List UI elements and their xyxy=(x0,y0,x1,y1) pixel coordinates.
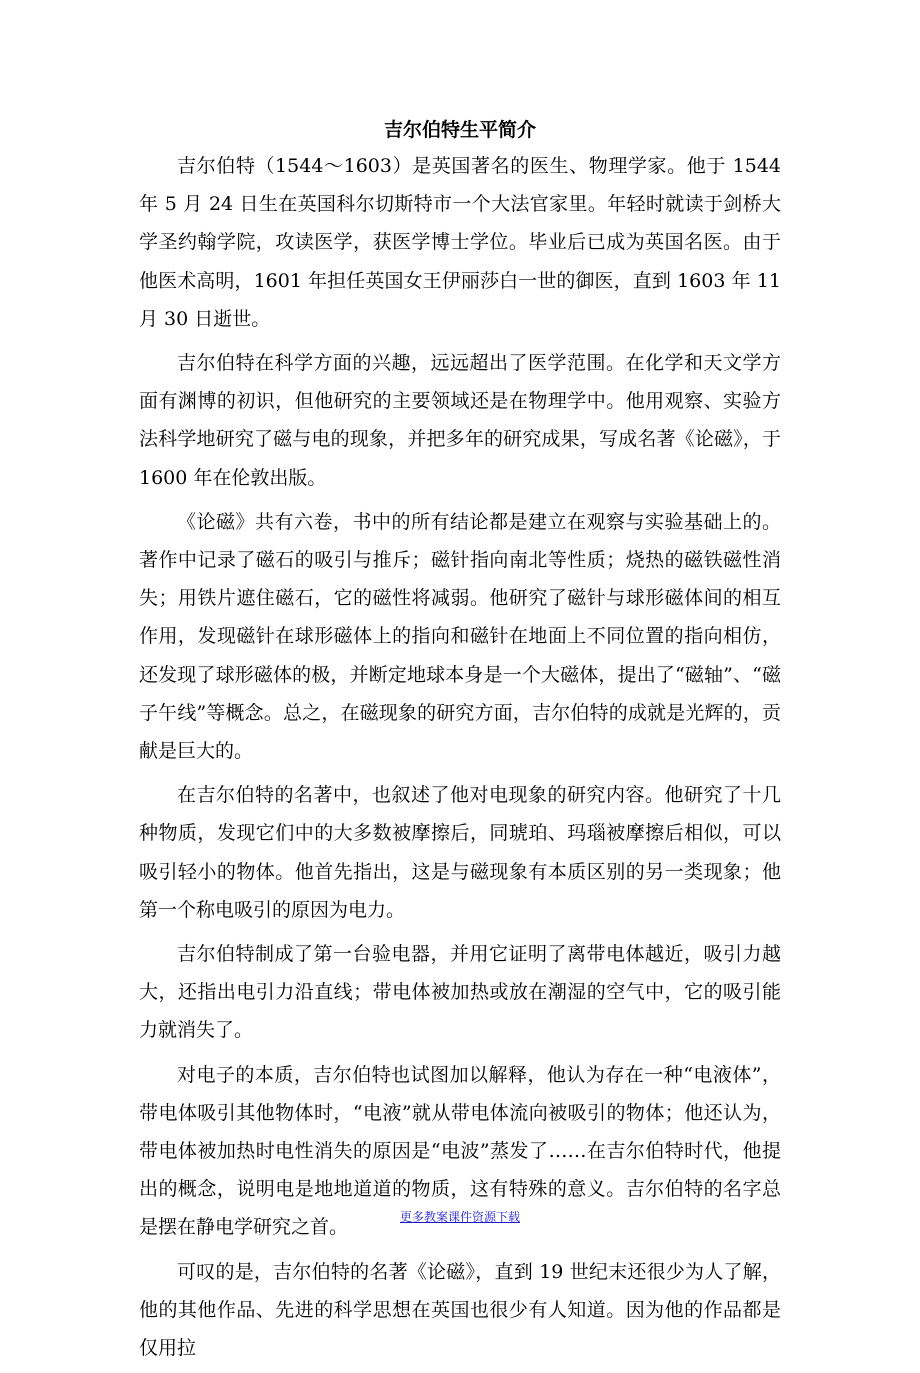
document-body xyxy=(139,147,781,1373)
paragraph-1: 吉尔伯特（1544～1603）是英国著名的医生、物理学家。他于 1544 年 5 月 24 日生在英国科尔切斯特市一个大法官家里。年轻时就读于剑桥大学圣约翰学院，攻读医学，获医学博士学位。毕业后已成为英国名医。由于他医术高明，1601 年担任英国女王伊丽莎白一世的御医，直到 1603 年 11 月 30 日逝世。 xyxy=(139,155,781,330)
paragraph-3: 《论磁》共有六卷，书中的所有结论都是建立在观察与实验基础上的。著作中记录了磁石的吸引与推斥；磁针指向南北等性质；烧热的磁铁磁性消失；用铁片遮住磁石，它的磁性将减弱。他研究了磁针与球形磁体间的相互作用，发现磁针在球形磁体上的指向和磁针在地面上不同位置的指向相仿，还发现了球形磁体的极，并断定地球本身是一个大磁体，提出了“磁轴”、“磁子午线”等概念。总之，在磁现象的研究方面，吉尔伯特的成就是光辉的，贡献是巨大的。 xyxy=(139,510,781,763)
paragraph-7: 可叹的是，吉尔伯特的名著《论磁》，直到 19 世纪末还很少为人了解，他的其他作品、先进的科学思想在英国也很少有人知道。因为他的作品都是仅用拉 xyxy=(139,1260,781,1360)
footer-download-link[interactable]: 更多教案课件资源下载 xyxy=(399,1210,520,1224)
paragraph-6: 对电子的本质，吉尔伯特也试图加以解释，他认为存在一种“电液体”，带电体吸引其他物体时，“电液”就从带电体流向被吸引的物体；他还认为，带电体被加热时电性消失的原因是“电波”蒸发了……在吉尔伯特时代，他提出的概念，说明电是地地道道的物质，这有特殊的意义。吉尔伯特的名字总是摆在静电学研究之首。 xyxy=(139,1063,781,1239)
paragraph-2: 吉尔伯特在科学方面的兴趣，远远超出了医学范围。在化学和天文学方面有渊博的初识，但他研究的主要领域还是在物理学中。他用观察、实验方法科学地研究了磁与电的现象，并把多年的研究成果，写成名著《论磁》，于 1600 年在伦敦出版。 xyxy=(139,352,781,489)
paragraph-5: 吉尔伯特制成了第一台验电器，并用它证明了离带电体越近，吸引力越大，还指出电引力沿直线；带电体被加热或放在潮湿的空气中，它的吸引能力就消失了。 xyxy=(139,943,781,1042)
document-title: 吉尔伯特生平简介 xyxy=(383,119,536,141)
paragraph-4: 在吉尔伯特的名著中，也叙述了他对电现象的研究内容。他研究了十几种物质，发现它们中的大多数被摩擦后，同琥珀、玛瑙被摩擦后相似，可以吸引轻小的物体。他首先指出，这是与磁现象有本质区别的另一类现象；他第一个称电吸引的原因为电力。 xyxy=(139,784,781,921)
